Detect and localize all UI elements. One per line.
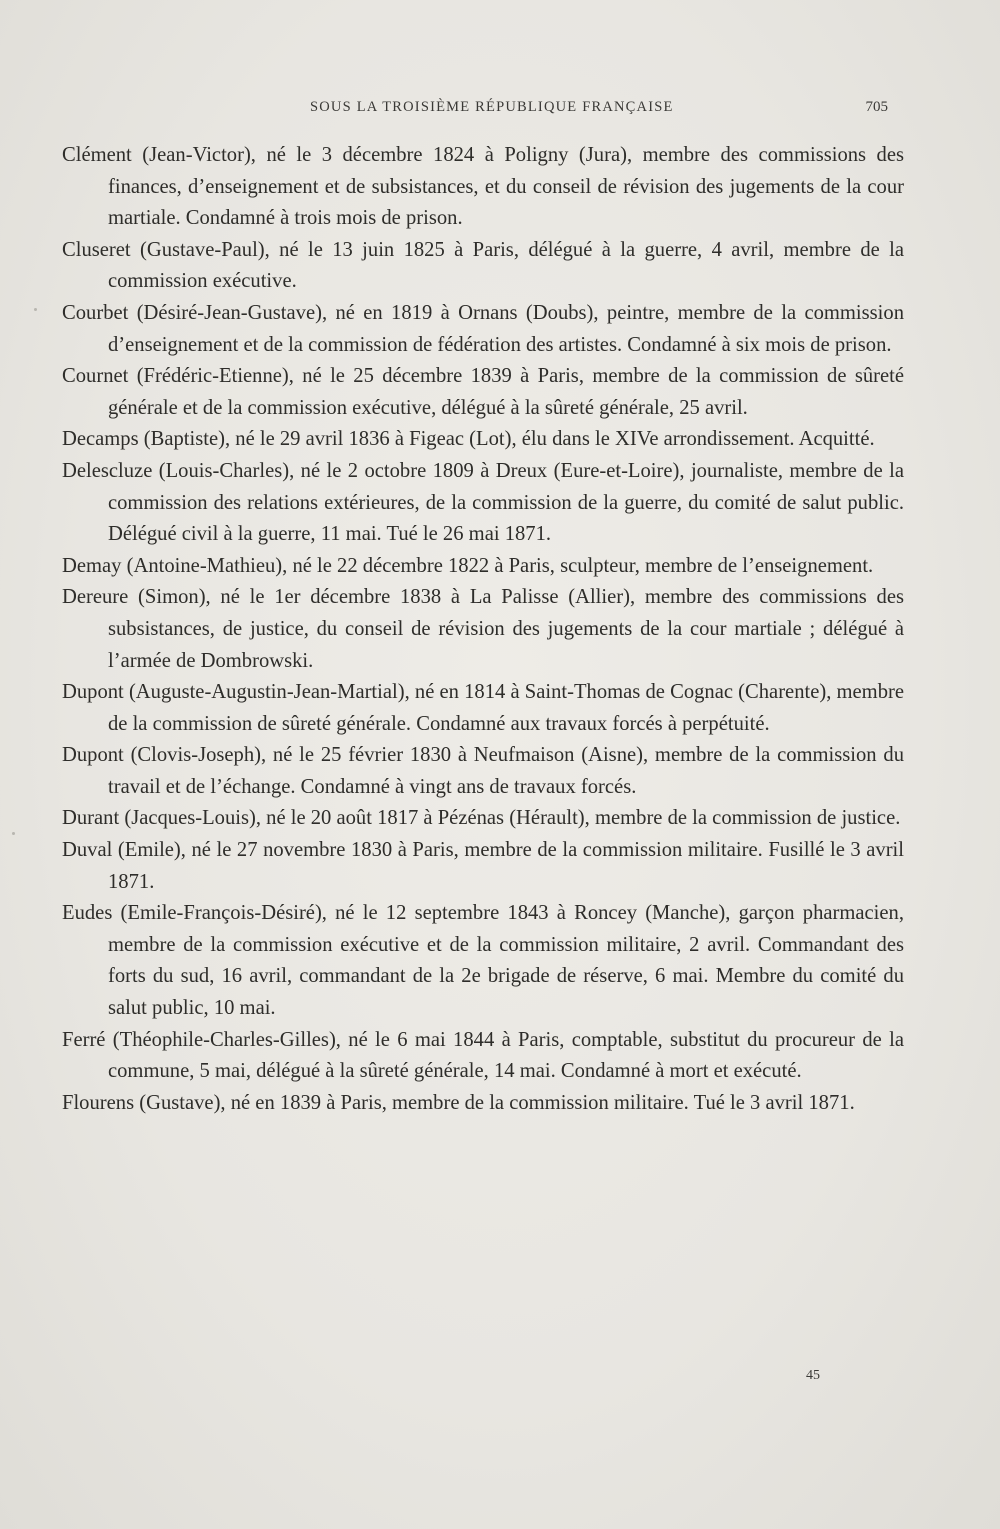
entry-demay: Demay (Antoine-Mathieu), né le 22 décembre 1822 à Paris, sculpteur, membre de l’enseignement. [62, 554, 874, 577]
margin-speck [12, 832, 15, 835]
margin-speck [34, 308, 37, 311]
entry-clement: Clément (Jean-Victor), né le 3 décembre 1824 à Poligny (Jura), membre des commissions des finances, d’enseignement et de subsistances, et du conseil de révision des jugements de la cour martiale. Condamné à trois mois de prison. [62, 144, 904, 230]
entry-ferre: Ferré (Théophile-Charles-Gilles), né le 6 mai 1844 à Paris, comptable, substitut du procureur de la commune, 5 mai, délégué à la sûreté générale, 14 mai. Condamné à mort et exécuté. [62, 1028, 904, 1083]
entry-cluseret: Cluseret (Gustave-Paul), né le 13 juin 1825 à Paris, délégué à la guerre, 4 avril, membre de la commission exécutive. [62, 238, 904, 293]
entry-dupont-clovis: Dupont (Clovis-Joseph), né le 25 février 1830 à Neufmaison (Aisne), membre de la commission du travail et de l’échange. Condamné à vingt ans de travaux forcés. [62, 744, 904, 798]
entry-dupont-auguste: Dupont (Auguste-Augustin-Jean-Martial), né en 1814 à Saint-Thomas de Cognac (Charente), membre de la commission de sûreté générale. Condamné aux travaux forcés à perpétuité. [62, 681, 904, 735]
entry-delescluze: Delescluze (Louis-Charles), né le 2 octobre 1809 à Dreux (Eure-et-Loire), journaliste, membre de la commission des relations extérieures, de la commission de la guerre, du comité de salut public. Délégué civil à la guerre, 11 mai. Tué le 26 mai 1871. [62, 459, 904, 546]
entry-durant: Durant (Jacques-Louis), né le 20 août 1817 à Pézénas (Hérault), membre de la commission de justice. [62, 807, 901, 830]
entry-cournet: Cournet (Frédéric-Etienne), né le 25 décembre 1839 à Paris, membre de la commission de sûreté générale et de la commission exécutive, délégué à la sûreté générale, 25 avril. [62, 365, 904, 419]
entry-dereure: Dereure (Simon), né le 1er décembre 1838 à La Palisse (Allier), membre des commissions des subsistances, de justice, du conseil de révision des jugements de la cour martiale ; délégué à l’armée de Dombrowski. [62, 586, 904, 672]
entry-courbet: Courbet (Désiré-Jean-Gustave), né en 1819 à Ornans (Doubs), peintre, membre de la commission d’enseignement et de la commission de fédération des artistes. Condamné à six mois de prison. [62, 301, 904, 356]
entry-flourens: Flourens (Gustave), né en 1839 à Paris, membre de la commission militaire. Tué le 3 avril 1871. [62, 1091, 855, 1114]
signature-mark: 45 [806, 1368, 820, 1383]
running-title: SOUS LA TROISIÈME RÉPUBLIQUE FRANÇAISE [310, 99, 674, 115]
entry-decamps: Decamps (Baptiste), né le 29 avril 1836 à Figeac (Lot), élu dans le XIVe arrondissement. Acquitté. [62, 428, 875, 451]
running-head [0, 99, 1000, 123]
entry-eudes: Eudes (Emile-François-Désiré), né le 12 septembre 1843 à Roncey (Manche), garçon pharmacien, membre de la commission exécutive et de la commission militaire, 2 avril. Commandant des forts du sud, 16 avril, commandant de la 2e brigade de réserve, 6 mai. Membre du comité du salut public, 10 mai. [62, 902, 904, 1020]
biography-list [62, 140, 904, 1119]
page-number: 705 [865, 99, 888, 115]
entry-duval: Duval (Emile), né le 27 novembre 1830 à Paris, membre de la commission militaire. Fusillé le 3 avril 1871. [62, 839, 904, 893]
